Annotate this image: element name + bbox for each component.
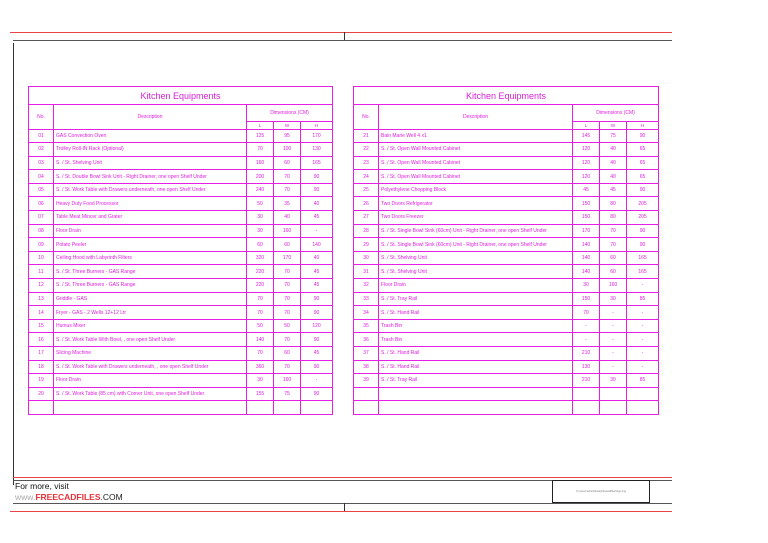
cell-description: S. / St. Shelving Unit [54,156,247,170]
table-row [354,292,659,306]
table-row [354,374,659,388]
cell-width [600,401,627,415]
cell-length: 45 [573,183,600,197]
cell-height: 90 [627,183,659,197]
cell-length: 320 [247,251,274,265]
cell-length: 140 [573,265,600,279]
cell-height: 65 [627,156,659,170]
cell-width: - [600,319,627,333]
cell-length: 125 [247,129,274,143]
col-header-dimensions: Dimensions (CM) [573,105,659,122]
cell-description: Floor Drain [379,279,573,293]
cell-no: 34 [354,306,379,320]
cell-length [573,387,600,401]
table-row [354,143,659,157]
col-header-w: W [274,122,301,130]
cell-width: 70 [274,170,301,184]
cell-no: 11 [29,265,54,279]
table-row [29,265,333,279]
cell-no: 09 [29,238,54,252]
table-row [354,251,659,265]
cell-length: 160 [247,156,274,170]
cell-no: 07 [29,211,54,225]
table-row [354,347,659,361]
table-row [29,129,333,143]
cell-description: S. / St. Work Table with Drawers underneath, one open Shelf Under [54,183,247,197]
table-row [29,333,333,347]
cell-no: 01 [29,129,54,143]
cell-length: 70 [247,292,274,306]
cell-description: S. / St. Work Table With Bowl, , one open Shelf Under [54,333,247,347]
cell-width: 160 [600,279,627,293]
cell-length: 140 [573,251,600,265]
cell-height: 90 [301,183,333,197]
cell-no: 38 [354,360,379,374]
cell-height: 40 [301,251,333,265]
cell-height: 165 [627,251,659,265]
table-row [29,292,333,306]
cell-height: 45 [301,347,333,361]
table-row [354,306,659,320]
cell-length [247,401,274,415]
cell-no: 13 [29,292,54,306]
cell-width [274,401,301,415]
cell-width: - [600,360,627,374]
cell-description [54,401,247,415]
cell-height: 40 [301,197,333,211]
cell-no: 18 [29,360,54,374]
cell-height: 130 [301,143,333,157]
cell-height: 85 [627,374,659,388]
cell-length: 150 [573,197,600,211]
cell-no: 19 [29,374,54,388]
cell-height [627,387,659,401]
col-header-description: Description [54,105,247,130]
cell-height: 90 [301,306,333,320]
cell-description: Potato Peeler [54,238,247,252]
cell-description: S. / St. Hand Rail [379,347,573,361]
cell-height: 90 [301,387,333,401]
cell-length: 30 [247,224,274,238]
table-row [354,170,659,184]
cell-height: 140 [301,238,333,252]
cell-description: S. / St. Open Wall Mounted Cabinet [379,143,573,157]
cell-description: Trash Bin [379,319,573,333]
cell-width: 80 [600,211,627,225]
cell-length: 150 [573,211,600,225]
table-row [29,143,333,157]
cell-no: 20 [29,387,54,401]
cell-length: 145 [573,129,600,143]
cell-width: 60 [600,251,627,265]
cell-height: 165 [627,265,659,279]
cell-no: 08 [29,224,54,238]
cell-width: 40 [600,170,627,184]
cell-length: 155 [247,387,274,401]
cell-width: 30 [600,292,627,306]
cell-description [379,401,573,415]
cell-length: 50 [247,319,274,333]
cell-description: Heavy Duty Food Processor [54,197,247,211]
cell-width: 70 [274,333,301,347]
cell-description: Two Doors Refrigerator [379,197,573,211]
table-row [354,129,659,143]
cell-no: 12 [29,279,54,293]
cell-width: 70 [600,238,627,252]
cell-no: 06 [29,197,54,211]
cell-height: - [627,347,659,361]
table-row [29,387,333,401]
cell-description: Table Meat Mincer and Grater [54,211,247,225]
cell-no [29,401,54,415]
cell-description: S. / St. Three Burners - GAS Range [54,265,247,279]
cell-no [354,401,379,415]
cell-width: - [600,333,627,347]
cell-length: 210 [573,374,600,388]
cell-no: 33 [354,292,379,306]
cell-height: - [627,333,659,347]
cell-height: 90 [627,224,659,238]
cell-height: 90 [301,292,333,306]
cell-width: 160 [274,224,301,238]
table-row [29,374,333,388]
cell-width: 60 [274,156,301,170]
cell-width: 60 [600,265,627,279]
cell-height: - [627,279,659,293]
cell-description: Floor Drain [54,374,247,388]
cell-width: 95 [274,129,301,143]
cell-no: 39 [354,374,379,388]
cell-length: 70 [573,306,600,320]
cell-description: S. / St. Shelving Unit [379,251,573,265]
frame-bottom-center-tick [344,503,345,511]
cell-width: 70 [274,279,301,293]
frame-title-block-bottom [13,503,672,504]
cell-no: 36 [354,333,379,347]
kitchen-equipment-table-right [353,86,659,415]
cell-description: Ceiling Hood with Labyrinth Filters [54,251,247,265]
cell-width: 60 [274,347,301,361]
footer-url-www: www. [15,492,36,502]
cell-length: 170 [573,224,600,238]
cell-description: Trolley Roll-IN Rack (Optional) [54,143,247,157]
col-header-dimensions: Dimensions (CM) [247,105,333,122]
table-row [354,265,659,279]
footer-visit-text: For more, visit [15,481,69,491]
table-row [29,156,333,170]
cell-description [379,387,573,401]
cell-height: 205 [627,197,659,211]
cell-width: - [600,306,627,320]
cell-no: 35 [354,319,379,333]
table-row [29,197,333,211]
cell-width: 100 [274,143,301,157]
cell-width: 75 [600,129,627,143]
table-row [354,319,659,333]
cell-length: 30 [573,279,600,293]
footer-website-link[interactable] [15,492,123,502]
table-title: Kitchen Equipments [29,87,333,105]
cell-height: - [301,374,333,388]
table-row [29,224,333,238]
cell-description: S. / St. Single Bowl Sink (60cm) Unit - Right Drainer, one open Shelf Under [379,224,573,238]
table-row [29,238,333,252]
cell-no: 17 [29,347,54,361]
cell-no: 23 [354,156,379,170]
table-row [29,319,333,333]
cell-height: 90 [301,170,333,184]
table-row [354,333,659,347]
cell-width: 170 [274,251,301,265]
cell-height: 65 [627,170,659,184]
cell-length: - [573,319,600,333]
cell-length: 30 [247,374,274,388]
col-header-h: H [627,122,659,130]
table-row [29,279,333,293]
cell-width: 70 [274,306,301,320]
cell-no: 10 [29,251,54,265]
cell-height: - [301,224,333,238]
col-header-description: Description [379,105,573,130]
cell-description: S. / St. Three Burners - GAS Range [54,279,247,293]
col-header-no: No. [29,105,54,130]
col-header-l: L [573,122,600,130]
cell-length: 120 [573,170,600,184]
footer-url-com: .COM [100,492,123,502]
cell-length: 120 [573,156,600,170]
cell-description: S. / St. Shelving Unit [379,265,573,279]
cell-width: 70 [274,265,301,279]
cell-description: S. / St. Work Table (85 cm) with Corner Unit, one open Shelf Under [54,387,247,401]
table-row [354,387,659,401]
cell-description: Floor Drain [54,224,247,238]
cell-length: 70 [247,347,274,361]
col-header-no: No. [354,105,379,130]
cell-width: 70 [274,292,301,306]
cell-height [627,401,659,415]
cell-no: 04 [29,170,54,184]
frame-left-border [13,43,14,485]
cell-description: S. / St. Hand Rail [379,306,573,320]
cell-width: 160 [274,374,301,388]
cell-no [354,387,379,401]
cell-description: GAS Convection Oven [54,129,247,143]
cell-height: 65 [627,143,659,157]
cell-description: S. / St. Tray Rail [379,374,573,388]
cell-width [600,387,627,401]
col-header-l: L [247,122,274,130]
cell-description: Trash Bin [379,333,573,347]
table-row [354,401,659,415]
table-row [29,183,333,197]
cell-height: 85 [627,292,659,306]
cell-height: 90 [301,360,333,374]
cell-width: 40 [600,143,627,157]
cell-length: 150 [573,292,600,306]
table-body [354,129,659,414]
cell-length: 140 [573,238,600,252]
cell-length: 240 [247,183,274,197]
cell-length: 140 [247,333,274,347]
frame-top-red-line [10,32,458,33]
cell-description: Polyethylene Chopping Block [379,183,573,197]
cell-no: 22 [354,143,379,157]
table-row [354,224,659,238]
cell-description: Fryer - GAS - 2 Wells 12+12 Ltr [54,306,247,320]
cell-width: 40 [274,211,301,225]
cell-length: 70 [247,143,274,157]
cell-width: 40 [600,156,627,170]
cell-description: Bain Marie Well 4 x1 [379,129,573,143]
cell-no: 29 [354,238,379,252]
cell-height: 90 [627,238,659,252]
cell-length: 30 [247,211,274,225]
cell-length: 210 [573,347,600,361]
cell-height: - [627,319,659,333]
cell-description: S. / St. Single Bowl Sink (60cm) Unit - Right Drainer, one open Shelf Under [379,238,573,252]
cell-description: S. / St. Double Bowl Sink Unit - Right Drainer, one open Shelf Under [54,170,247,184]
frame-top-border [13,40,672,41]
cell-no: 21 [354,129,379,143]
frame-bottom-red-line-upper [13,477,672,478]
cell-no: 37 [354,347,379,361]
cell-length: 60 [247,238,274,252]
cell-no: 25 [354,183,379,197]
cell-width: 75 [274,387,301,401]
cell-length: - [573,333,600,347]
table-row [354,279,659,293]
cell-no: 30 [354,251,379,265]
cell-width: - [600,347,627,361]
cell-description: Griddle - GAS [54,292,247,306]
table-row [354,238,659,252]
cell-width: 45 [600,183,627,197]
kitchen-equipment-table-left [28,86,333,415]
table-row [354,156,659,170]
frame-top-center-tick [344,32,345,40]
table-row [29,360,333,374]
cell-width: 35 [274,197,301,211]
cell-width: 30 [600,374,627,388]
cell-no: 05 [29,183,54,197]
cell-height [301,401,333,415]
cell-height: 45 [301,265,333,279]
table-row [29,211,333,225]
cell-description: Slicing Machine [54,347,247,361]
table-row [354,183,659,197]
cell-length: 360 [247,360,274,374]
cell-description: S. / St. Tray Rail [379,292,573,306]
col-header-w: W [600,122,627,130]
cell-description: S. / St. Hand Rail [379,360,573,374]
cell-no: 02 [29,143,54,157]
cell-height: 90 [627,129,659,143]
cell-description: S. / St. Open Wall Mounted Cabinet [379,170,573,184]
frame-top-red-line-right [458,32,672,33]
cell-length: 220 [247,279,274,293]
cell-width: 70 [600,224,627,238]
stamp-text: C:\users\name\Desktop\freecadfiles\logo.png [576,490,626,493]
cell-width: 50 [274,319,301,333]
table-title: Kitchen Equipments [354,87,659,105]
table-row [29,401,333,415]
cell-length: 220 [247,265,274,279]
cell-height: - [627,306,659,320]
cell-no: 28 [354,224,379,238]
table-row [354,360,659,374]
table-row [354,197,659,211]
cell-no: 24 [354,170,379,184]
cell-height: 45 [301,211,333,225]
frame-bottom-red-line [10,511,672,512]
cell-description: Humus Mixer [54,319,247,333]
table-body [29,129,333,414]
cell-width: 80 [600,197,627,211]
cell-length: 200 [247,170,274,184]
cell-no: 16 [29,333,54,347]
title-block-stamp [552,480,650,503]
table-row [354,211,659,225]
cell-no: 31 [354,265,379,279]
table-row [29,306,333,320]
cell-height: - [627,360,659,374]
cell-height: 165 [301,156,333,170]
cell-no: 32 [354,279,379,293]
cell-width: 70 [274,183,301,197]
cell-height: 205 [627,211,659,225]
cell-description: S. / St. Open Wall Mounted Cabinet [379,156,573,170]
cell-height: 170 [301,129,333,143]
col-header-h: H [301,122,333,130]
cell-length: 120 [573,143,600,157]
table-row [29,251,333,265]
cell-no: 14 [29,306,54,320]
footer-url-brand: FREECADFILES [35,492,101,502]
cell-no: 27 [354,211,379,225]
cell-width: 60 [274,238,301,252]
cell-length [573,401,600,415]
cell-no: 15 [29,319,54,333]
cell-no: 26 [354,197,379,211]
cell-length: 70 [247,306,274,320]
cell-height: 120 [301,319,333,333]
cell-length: 130 [573,360,600,374]
cell-width: 70 [274,360,301,374]
cell-description: Two Doors Freezer [379,211,573,225]
cell-height: 45 [301,279,333,293]
cell-height: 90 [301,333,333,347]
cell-length: 50 [247,197,274,211]
table-row [29,347,333,361]
table-row [29,170,333,184]
cell-no: 03 [29,156,54,170]
cell-description: S. / St. Work Table with Drawers underneath, , one open Shelf Under [54,360,247,374]
